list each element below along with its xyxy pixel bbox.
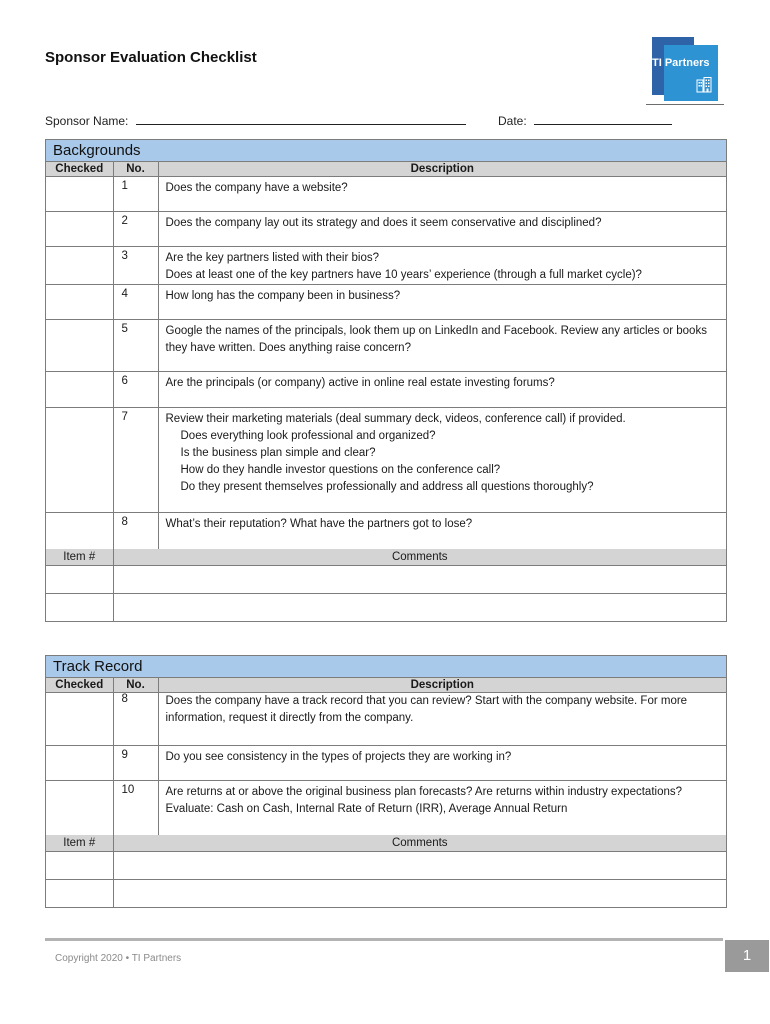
checklist-row: [46, 746, 726, 781]
checked-cell[interactable]: [46, 513, 113, 549]
item-number: 2: [113, 212, 158, 247]
building-icon: [696, 77, 712, 93]
comment-cell[interactable]: [113, 879, 726, 907]
item-cell[interactable]: [46, 879, 113, 907]
checked-cell[interactable]: [46, 247, 113, 285]
comment-cell[interactable]: [113, 851, 726, 879]
item-number: 8: [113, 693, 158, 746]
checked-cell[interactable]: [46, 212, 113, 247]
item-number: 4: [113, 285, 158, 320]
checklist-row: [46, 372, 726, 408]
item-description: Do you see consistency in the types of projects they are working in?: [158, 746, 726, 781]
item-description: Review their marketing materials (deal summary deck, videos, conference call) if provided. Does everything look professional and organized? Is the business plan simple and clear? How do they handle investor questions on the conference call? Do they present themselves professionally and address all questions thoroughly?: [158, 408, 726, 513]
comment-row: [46, 879, 726, 907]
checked-cell[interactable]: [46, 746, 113, 781]
checked-cell[interactable]: [46, 285, 113, 320]
item-number: 5: [113, 320, 158, 372]
checked-cell[interactable]: [46, 781, 113, 835]
item-cell[interactable]: [46, 593, 113, 621]
item-cell[interactable]: [46, 851, 113, 879]
comment-row: [46, 593, 726, 621]
item-description: Are returns at or above the original business plan forecasts? Are returns within industry expectations? Evaluate: Cash on Cash, Internal Rate of Return (IRR), Average Annual Return: [158, 781, 726, 835]
item-description: Are the key partners listed with their bios? Does at least one of the key partners have 10 years’ experience (through a full market cycle)?: [158, 247, 726, 285]
comments-table: [46, 549, 726, 621]
col-comments: Comments: [113, 835, 726, 852]
date-line: [498, 112, 672, 128]
checked-cell[interactable]: [46, 320, 113, 372]
item-description: Are the principals (or company) active in online real estate investing forums?: [158, 372, 726, 408]
date-field[interactable]: [534, 112, 672, 125]
item-number: 7: [113, 408, 158, 513]
comments-table: [46, 835, 726, 907]
item-description: Does the company have a track record that you can review? Start with the company website. For more information, request it directly from the company.: [158, 693, 726, 746]
sponsor-name-label: Sponsor Name:: [45, 114, 129, 128]
logo-text: TI Partners: [652, 57, 710, 69]
item-number: 6: [113, 372, 158, 408]
checklist-row: [46, 247, 726, 285]
page-number: 1: [725, 940, 769, 972]
item-number: 3: [113, 247, 158, 285]
checklist-row: [46, 408, 726, 513]
copyright-text: Copyright 2020 • TI Partners: [55, 953, 182, 964]
col-description: Description: [158, 678, 726, 693]
checklist-row: [46, 285, 726, 320]
item-cell[interactable]: [46, 565, 113, 593]
sponsor-name-line: [45, 112, 466, 128]
section-track-record: [45, 655, 727, 908]
col-checked: Checked: [46, 162, 113, 177]
document-title: Sponsor Evaluation Checklist: [45, 49, 257, 66]
col-item: Item #: [46, 835, 113, 852]
item-number: 10: [113, 781, 158, 835]
section-title: Track Record: [46, 656, 726, 678]
item-description: Google the names of the principals, look them up on LinkedIn and Facebook. Review any articles or books they have written. Does anything raise concern?: [158, 320, 726, 372]
checklist-row: [46, 212, 726, 247]
ti-partners-logo: [652, 37, 718, 101]
comment-cell[interactable]: [113, 593, 726, 621]
checklist-table: [46, 678, 726, 835]
item-description: How long has the company been in business?: [158, 285, 726, 320]
item-description: Does the company lay out its strategy and does it seem conservative and disciplined?: [158, 212, 726, 247]
comment-cell[interactable]: [113, 565, 726, 593]
date-label: Date:: [498, 114, 527, 128]
checklist-row: [46, 177, 726, 212]
comment-row: [46, 565, 726, 593]
col-comments: Comments: [113, 549, 726, 566]
item-number: 8: [113, 513, 158, 549]
logo-divider: [646, 104, 724, 105]
col-item: Item #: [46, 549, 113, 566]
checked-cell[interactable]: [46, 693, 113, 746]
col-no: No.: [113, 678, 158, 693]
item-number: 1: [113, 177, 158, 212]
col-checked: Checked: [46, 678, 113, 693]
item-description: What’s their reputation? What have the partners got to lose?: [158, 513, 726, 549]
section-title: Backgrounds: [46, 140, 726, 162]
item-number: 9: [113, 746, 158, 781]
comment-row: [46, 851, 726, 879]
checklist-row: [46, 320, 726, 372]
col-description: Description: [158, 162, 726, 177]
footer-divider: [45, 938, 723, 941]
checklist-table: [46, 162, 726, 549]
checked-cell[interactable]: [46, 408, 113, 513]
checklist-row: [46, 781, 726, 835]
col-no: No.: [113, 162, 158, 177]
sponsor-name-field[interactable]: [136, 112, 466, 125]
checked-cell[interactable]: [46, 177, 113, 212]
checklist-row: [46, 693, 726, 746]
item-description: Does the company have a website?: [158, 177, 726, 212]
section-backgrounds: [45, 139, 727, 622]
checked-cell[interactable]: [46, 372, 113, 408]
checklist-row: [46, 513, 726, 549]
